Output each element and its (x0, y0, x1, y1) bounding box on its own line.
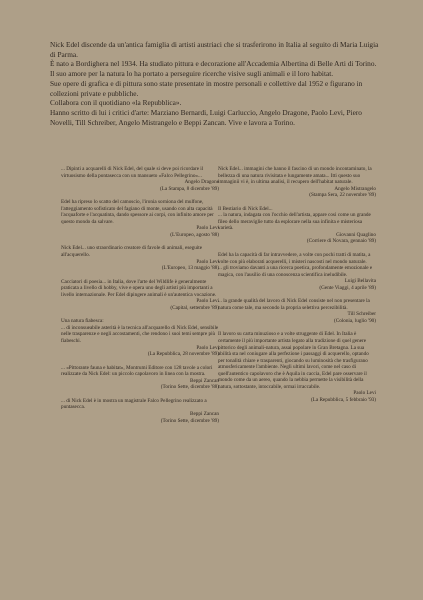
quote-source: (Torino Sette, dicembre '89) (160, 417, 219, 424)
quote-text: Cacciatori di poesia... in Italia, dove l'arte del Wildlife è generalmente praticata a livello di hobby, vive e opera uno degli artisti più importanti a livello internazionale. Per Edel dipingere animali è un'autentica vocazione. (61, 278, 217, 298)
quote-author: Paolo Levi (196, 225, 219, 232)
quote-source: (Stampa Sera, 22 novembre '89) (309, 192, 376, 199)
quote-source: (La Repubblica, 5 febbraio '93) (310, 396, 376, 403)
quote-author: Giovanni Quaglino (336, 231, 376, 238)
intro-paragraph: È nato a Bordighera nel 1934. Ha studiato pittura e decorazione all'Accademia Albertina di Belle Arti di Torino. Il suo amore per la natura lo ha portato a perseguire ricerche visive sugli animali e il loro habitat. (50, 59, 377, 79)
quote-text: Una natura fiabesca: ... di inconsueabile asterità è la tecnica all'acquarello di Nick Edel, sensibile nelle trasparenze e negli accostamenti, che rendono i suoi temi sempre più fiabeschi. (61, 318, 219, 345)
intro-paragraph: Collabora con il quotidiano «la Repubblica». (50, 98, 182, 108)
quote-source: (Torino Sette, dicembre '88) (160, 384, 219, 391)
quote-author: Paolo Levi (353, 390, 376, 397)
critic-quote (61, 199, 219, 238)
quote-text: ... la grande qualità del lavoro di Nick Edel consiste nel non presentare la natura come tale, ma secondo la propria selettiva percezibilità. (218, 298, 370, 311)
quotes-right-column (218, 166, 376, 411)
critic-quote (218, 252, 376, 291)
critic-quote (61, 279, 219, 312)
intro-paragraph: Nick Edel discende da un'antica famiglia di artisti austriaci che si trasferirono in Italia al seguito di Maria Luigia di Parma. (50, 40, 379, 59)
quote-source: (La Stampa, 8 dicembre '89) (160, 185, 219, 192)
critic-quote (61, 365, 219, 391)
quote-author: Paolo Levi (196, 298, 219, 305)
quote-author: Till Schreiber (347, 311, 376, 318)
intro-paragraph: Hanno scritto di lui i critici d'arte: Marziano Bernardi, Luigi Carluccio, Angelo Dragone, Paolo Levi, Piero Novelli, Till Schreiber, Angelo Mistrangelo e Beppi Zancan. Vive e lavora a Torino. (50, 107, 362, 127)
quote-author: Beppi Zancan (190, 377, 219, 384)
quote-source: (L'Europeo, agosto '88) (170, 231, 219, 238)
critic-quote (61, 245, 219, 271)
quote-author: Angelo Dragone (184, 179, 219, 186)
critic-quote (218, 298, 376, 324)
quote-text: ... Dipinti a acquarelli di Nick Edel, del quale si deve poi ricordare il virtuosismo della pontasecca con un mansueto «Falco Pellegrino»... (61, 166, 204, 179)
quote-text: Nick Edel... uno straordinario creatore di favole di animali, eseguite all'acquerello. (61, 245, 203, 259)
quote-source: (Colonia, luglio '90) (334, 317, 376, 324)
quote-author: Luigi Bellavita (344, 278, 376, 285)
intro-paragraph: Sue opere di grafica e di pittura sono state presentate in mostre personali e collettive dal 1952 e figurano in collezioni private e pubbliche. (50, 78, 363, 98)
quote-source: (Capital, settembre '89) (170, 304, 219, 311)
quote-text: ... «Pittorante fauna e habitat», Montrumi Editore con 128 tavole a colori realizzate da Nick Edel: un piccolo capolavoro in linea con la mostra. (61, 364, 213, 378)
critic-quote (61, 398, 219, 424)
quotes-left-column (61, 166, 219, 431)
quote-source: (Corriere di Novara, gennaio '89) (306, 238, 376, 245)
quote-text: Nick Edel... immagini che hanno il fascino di un mondo incontaminato, la bellezza di una natura rivisitata e lungamente amata... Itti questo suo immaginii vi è, in ultima analisi, il recupero dell'habitat naturale. (218, 166, 372, 186)
quote-source: (Gente Viaggi, 4 aprile '89) (319, 284, 376, 291)
quote-text: Il Bestiario di Nick Edel... ... la natura, indagata con l'occhio dell'artista, appare così come un grande fileo dello meraviglie tutto da esplorare nella sua infinita e misteriosa varietà. (218, 205, 371, 232)
quote-source: (L'Europeo, 13 maggio '88) (161, 265, 219, 272)
quote-text: Edel ha ripreso lo scatto del camoscio, l'ironia sorniona del mulfone, l'atteggiamento sofisticato del fagiano di monte, usando con alta capacità l'acquaforte e l'acquatinta, dando spessore ai corpi, con infinito amore per questo mondo da salvare. (61, 199, 214, 225)
quote-text: Edel ha la capacità di far intravvedere, a volte con pochi tratti di matita, a volte con più elaborati acquerelli, i misteri nascosti nel mondo naturale. ... gli troviamo davanti a una ricerca poetica, profondamente emozionale e magica, con l'ausilio di una conoscenza scientifica ineludibile. (218, 252, 373, 278)
quote-author: Angelo Mistrangelo (334, 185, 376, 192)
quote-author: Paolo Levi (196, 258, 219, 265)
quote-source: (La Repubblica, 28 novembre '89) (147, 351, 219, 358)
critic-quote (218, 166, 376, 199)
critic-quote (218, 331, 376, 403)
biography-intro (50, 40, 380, 127)
quote-author: Paolo Levi (196, 344, 219, 351)
critic-quote (61, 166, 219, 192)
critic-quote (61, 318, 219, 357)
quote-author: Beppi Zancan (190, 410, 219, 417)
quote-text: ... di Nick Edel è in mostra un magistrale Falco Pellegrino realizzato a puntasecca. (61, 397, 207, 411)
critic-quote (218, 206, 376, 245)
quote-text: Il lavoro su carta minuzioso e a volte struggente di Edel. In Italia è certamente il più importante artista legato alla tradizione di quel genere pittorico degli animali-natura, assai popolare in Gran Bretagna. La sua abilità sta nel coniugare alla perfezione i passaggi di acquerello, optando per tonalità chiare e trasparenti, giocando su luminosità che trasfigurano atmosfericamente l'ambiente. Negli ultimi lavori, come nel caso di quell'autentico capolavoro che è Aquila in caccia, Edel pare osservare il mondo come da un aereo, quando la nebbia permette la visibilità della natura, sottostante, intoccabile, ormai irraccabile. (218, 331, 369, 390)
